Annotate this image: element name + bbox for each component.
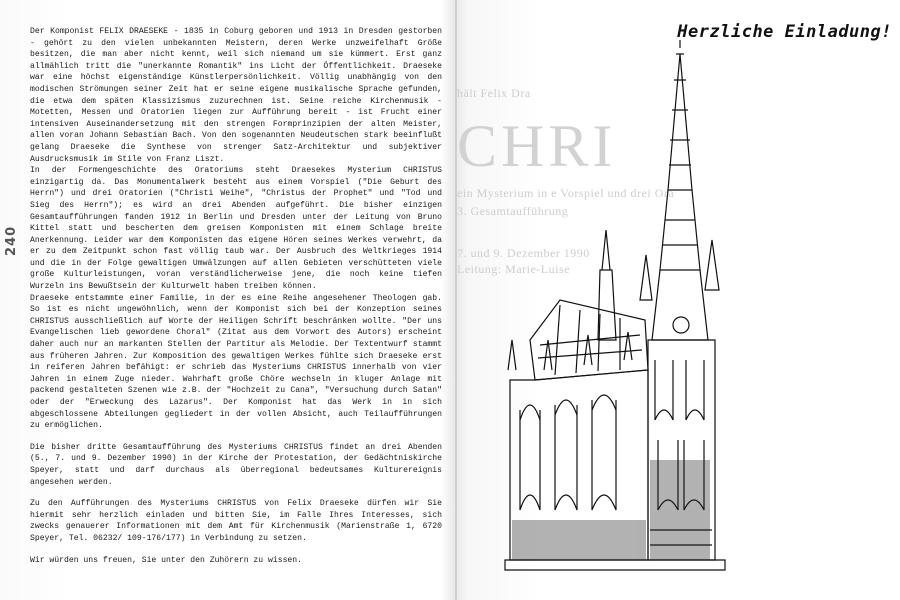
spacer xyxy=(30,432,442,442)
show-through-line: 3. Gesamtaufführung xyxy=(457,204,569,218)
left-page xyxy=(30,26,442,586)
show-through-text: CHRI xyxy=(457,113,617,179)
paragraph-performance: Die bisher dritte Gesamtaufführung des Mysteriums CHRISTUS findet an drei Abenden (5., 7. und 9. Dezember 1990) in der Kirche der Protestation, der Gedächtniskirche Speyer, statt und darf durchaus als überregional bedeutsames Kulturereignis angesehen werden. xyxy=(30,442,442,487)
cathedral-spire-drawing-icon xyxy=(500,40,740,580)
paragraph-invitation: Zu den Aufführungen des Mysteriums CHRISTUS von Felix Draeseke dürfen wir Sie hiermit sehr herzlich einladen und bitten Sie, im Falle Ihres Interesses, sich zwecks genauerer Informationen mit dem Amt für Kirchenmusik (Marienstraße 1, 6720 Speyer, Tel. 06232/ 109-176/177) in Verbindung zu setzen. xyxy=(30,499,442,543)
show-through-line: ein Mysterium in e Vorspiel und drei Ora xyxy=(457,186,675,200)
paragraph-intro: Der Komponist FELIX DRAESEKE - 1835 in Coburg geboren und 1913 in Dresden gestorben - gehört zu den vielen unbekannten Meistern, deren Werke unzweifelhaft Größe besitzen, die man aber nicht kennt, weil sich niemand um sie kümmert. Erst ganz allmählich tritt die "unerkannte Romantik" ins Licht der Öffentlichkeit. Draeseke war eine höchst eigenständige Künstlerpersönlichkeit. Völlig unabhängig von den modischen Strömungen seiner Zeit hat er seine eigene musikalische Sprache gefunden, die etwa dem späten Klassizismus zuzurechnen ist. Seine reiche Kirchenmusik - Motetten, Messen und Oratorien liegen zur Aufführung bereit - ist Frucht einer intensiven Auseinandersetzung mit den strengen Formprinzipien der alten Meister, allen voran Johann Sebastian Bach. Von den sogenannten Neudeutschen stark beeinflußt gelang Draeseke die Synthese von strenger Satz-Architektur und subjektiver Ausdrucksmusik im Stile von Franz Liszt. xyxy=(30,27,442,164)
show-through-line: hält Felix Dra xyxy=(457,86,531,100)
handwritten-margin-number: 240 xyxy=(4,225,19,256)
spacer xyxy=(30,488,442,498)
show-through-line: Leitung: Marie-Luise xyxy=(457,262,570,276)
show-through-line: 7. und 9. Dezember 1990 xyxy=(457,246,590,260)
spire-tip xyxy=(668,40,692,190)
spacer xyxy=(30,545,442,555)
invitation-heading: Herzliche Einladung! xyxy=(677,22,892,42)
paragraph-oratorio: In der Formengeschichte des Oratoriums steht Draesekes Mysterium CHRISTUS einzigartig da. Das Monumentalwerk besteht aus einem Vorspiel ("Die Geburt des Herrn") und drei Oratorien ("Christi Weihe", "Christus der Prophet" und "Tod und Sieg des Herrn"); es wird an drei Abenden aufgeführt. Die bisher einzigen Gesamtaufführungen fanden 1912 in Berlin und Dresden unter der Leitung von Bruno Kittel statt und bescherten dem greisen Komponisten mit einem Schlage breite Anerkennung. Leider war dem Komponisten das eigene Hören seines Werkes verwehrt, da er zu dem Zeitpunkt schon fast völlig taub war. Der Ausbruch des Weltkrieges 1914 und die in der Folge gewaltigen Umwälzungen auf allen Gebieten verschütteten viele große Kulturleistungen, voran verständlicherweise jene, die noch keine tiefen Wurzeln ins Bewußtsein der Kulturwelt haben treiben können. xyxy=(30,166,442,292)
paragraph-closing: Wir würden uns freuen, Sie unter den Zuhörern zu wissen. xyxy=(30,555,302,565)
paragraph-family: Draeseke entstammte einer Familie, in der es eine Reihe angesehener Theologen gab. So ist es nicht ungewöhnlich, wenn der Komponist sich bei der Konzeption seines CHRISTUS ausschließlich auf Worte der Heiligen Schrift beschränken wollte. "Der uns Evangelischen lieb gewordene Choral" (Zitat aus dem Vorwort des Autors) erscheint daher auch nur an markanten Stellen der Partitur als Melodie. Der Textentwurf stammt aus früheren Jahren. Zur Komposition des gewaltigen Werkes fühlte sich Draeseke erst in reiferen Jahren befähigt: er schrieb das Mysteriums CHRISTUS innerhalb von vier Jahren in einem Zuge nieder. Wahrhaft große Chöre wechseln in kluger Anlage mit packend gestalteten Szenen wie z.B. der "Hochzeit zu Cana", "Versuchung durch Satan" oder der "Erweckung des Lazarus". Der Komponist hat das Werk in in sich abgeschlossene Abteilungen gegliedert in der vollen Absicht, auch Teilaufführungen zu ermöglichen. xyxy=(30,293,442,431)
